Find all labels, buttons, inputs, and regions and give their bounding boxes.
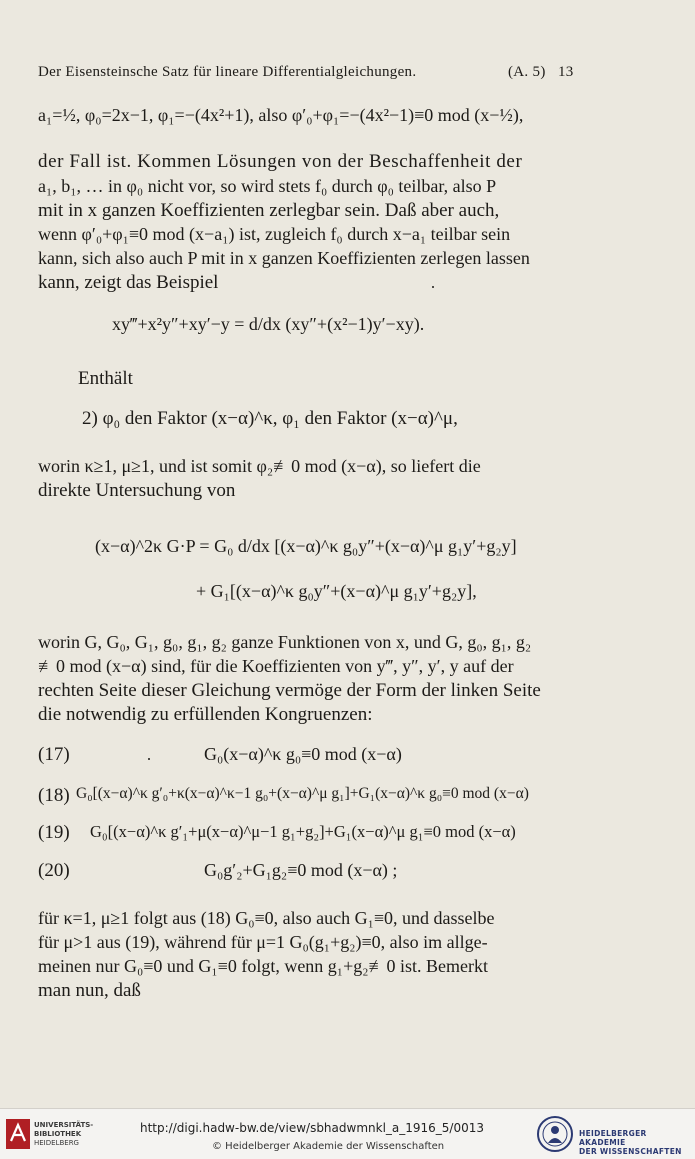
text-line: für μ>1 aus (19), während für μ=1 G₀(g₁+g₂)≡0, also im allge- (38, 932, 488, 952)
permalink-url[interactable]: http://digi.hadw-bw.de/view/sbhadwmnkl_a_1916_5/0013 (140, 1121, 485, 1135)
equation-number-19: (19) (38, 822, 70, 843)
text-line: die notwendig zu erfüllenden Kongruenzen: (38, 704, 373, 725)
text-line: a₁, b₁, … in φ₀ nicht vor, so wird stets f₀ durch φ₀ teilbar, also P (38, 176, 497, 196)
text-line: wenn φ′₀+φ₁≡0 mod (x−a₁) ist, zugleich f₀ durch x−a₁ teilbar sein (38, 224, 511, 244)
text-line: worin κ≥1, μ≥1, und ist somit φ₂≢0 mod (x−α), so liefert die (38, 456, 481, 476)
text-line: mit in x ganzen Koeffizienten zerlegbar sein. Daß aber auch, (38, 200, 500, 221)
equation-number-18: (18) (38, 785, 70, 806)
equation-line: a₁=½, φ₀=2x−1, φ₁=−(4x²+1), also φ′₀+φ₁=−(4x²−1)≡0 mod (x−½), (38, 105, 524, 125)
academy-logo-text: HEIDELBERGER AKADEMIE DER WISSENSCHAFTEN (579, 1129, 682, 1156)
congruence-18: G₀[(x−α)^κ g′₀+κ(x−α)^κ−1 g₀+(x−α)^μ g₁]+G₁(x−α)^κ g₀≡0 mod (x−α) (76, 785, 529, 802)
academy-logo[interactable] (536, 1115, 692, 1155)
equation-number-20: (20) (38, 860, 70, 881)
congruence-17: G₀(x−α)^κ g₀≡0 mod (x−α) (204, 744, 402, 764)
text-line: Enthält (78, 368, 133, 389)
equation-number-17: (17) (38, 744, 70, 765)
text-line: der Fall ist. Kommen Lösungen von der Beschaffenheit der (38, 151, 523, 172)
case-statement: 2) φ₀ den Faktor (x−α)^κ, φ₁ den Faktor (x−α)^μ, (82, 408, 458, 429)
ink-speck (148, 758, 150, 760)
text-line: ≢0 mod (x−α) sind, für die Koeffizienten von y‴, y″, y′, y auf der (38, 656, 514, 676)
academy-seal-icon (536, 1115, 574, 1153)
congruence-20: G₀g′₂+G₁g₂≡0 mod (x−α) ; (204, 860, 398, 880)
library-logo-text: UNIVERSITÄTS- BIBLIOTHEK HEIDELBERG (34, 1121, 94, 1147)
section-reference: (A. 5) (508, 64, 546, 80)
text-line: kann, sich also auch P mit in x ganzen Koeffizienten zerlegen lassen (38, 248, 530, 268)
running-header-title: Der Eisensteinsche Satz für lineare Differentialgleichungen. (38, 64, 417, 80)
text-line: rechten Seite dieser Gleichung vermöge der Form der linken Seite (38, 680, 541, 701)
congruence-19: G₀[(x−α)^κ g′₁+μ(x−α)^μ−1 g₁+g₂]+G₁(x−α)^μ g₁≡0 mod (x−α) (90, 822, 516, 841)
main-equation-line-1: (x−α)^2κ G·P = G₀ d/dx [(x−α)^κ g₀y″+(x−α)^μ g₁y′+g₂y] (95, 536, 517, 556)
text-line: worin G, G₀, G₁, g₀, g₁, g₂ ganze Funktionen von x, und G, g₀, g₁, g₂ (38, 632, 532, 652)
text-line: kann, zeigt das Beispiel (38, 272, 219, 293)
ink-speck (432, 286, 434, 288)
library-emblem-icon (6, 1119, 30, 1149)
text-line: direkte Untersuchung von (38, 480, 236, 501)
viewer-footer (0, 1108, 695, 1159)
example-equation: xy‴+x²y″+xy′−y = d/dx (xy″+(x²−1)y′−xy). (112, 314, 425, 334)
text-line: für κ=1, μ≥1 folgt aus (18) G₀≡0, also auch G₁≡0, und dasselbe (38, 908, 495, 928)
page-number: 13 (558, 64, 574, 80)
university-library-logo[interactable] (6, 1118, 106, 1152)
copyright-notice: © Heidelberger Akademie der Wissenschaften (212, 1141, 445, 1152)
text-line: meinen nur G₀≡0 und G₁≡0 folgt, wenn g₁+g₂≢0 ist. Bemerkt (38, 956, 488, 976)
text-line: man nun, daß (38, 980, 141, 1001)
main-equation-line-2: + G₁[(x−α)^κ g₀y″+(x−α)^μ g₁y′+g₂y], (196, 581, 477, 601)
